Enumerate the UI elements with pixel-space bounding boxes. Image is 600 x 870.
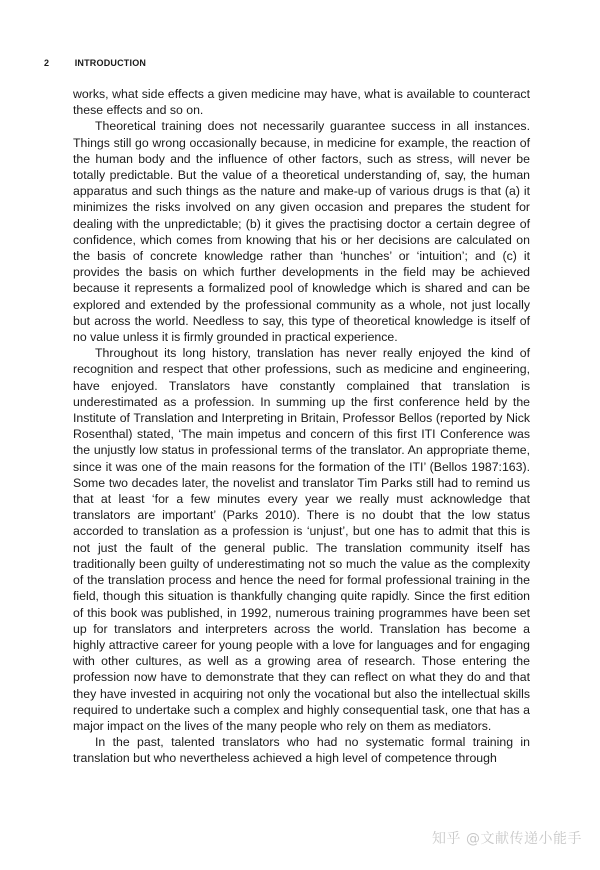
paragraph-translation-history: Throughout its long history, translation has never really enjoyed the kind of recognition and respect that other professions, such as medicine and engineering, have enjoyed. Translators have constantly complained that translation is underestimated as a profession. In summing up the first conference held by the Institute of Translation and Interpreting in Britain, Professor Bellos (reported by Nick Rosenthal) stated, ‘The main impetus and concern of this first ITI Conference was the unjustly low status in professional terms of the translator. An appropriate theme, since it was one of the main reasons for the formation of the ITI’ (Bellos 1987:163). Some two decades later, the novelist and translator Tim Parks still had to remind us that at least ‘for a few minutes every year we really must acknowledge that translators are important’ (Parks 2010). There is no doubt that the low status accorded to translation as a profession is ‘unjust’, but one has to admit that this is not just the fault of the general public. The translation community itself has traditionally been guilty of underestimating not so much the value as the complexity of the translation process and hence the need for formal professional training in the field, though this situation is thankfully changing quite rapidly. Since the first edition of this book was published, in 1992, numerous training programmes have been set up for translators and interpreters across the world. Translation has become a highly attractive career for young people with a love for languages and for engaging with other cultures, as well as a growing area of research. Those entering the profession now have to demonstrate that they can reflect on what they do and that they have invested in acquiring not only the vocational but also the intellectual skills required to undertake such a complex and highly consequential task, one that has a major impact on the lives of the many people who rely on them as mediators. (73, 346, 530, 733)
paragraph-continued: works, what side effects a given medicine may have, what is available to counteract these effects and so on. (73, 87, 530, 118)
paragraph-past-translators: In the past, talented translators who had no systematic formal training in translation but who nevertheless achieved a high level of competence through (73, 735, 530, 766)
page-number: 2 (44, 58, 50, 68)
paragraph-theoretical-training: Theoretical training does not necessarily guarantee success in all instances. Things still go wrong occasionally because, in medicine for example, the reaction of the human body and the influence of other factors, such as stress, will never be totally predictable. But the value of a theoretical understanding of, say, the human apparatus and such things as the nature and make-up of various drugs is that (a) it minimizes the risks involved on any given occasion and prepares the student for dealing with the unpredictable; (b) it gives the practising doctor a certain degree of confidence, which comes from knowing that his or her decisions are calculated on the basis of concrete knowledge rather than ‘hunches’ or ‘intuition’; and (c) it provides the basis on which further developments in the field may be achieved because it represents a formalized pool of knowledge which is shared and can be explored and extended by the professional community as a whole, not just locally but across the world. Needless to say, this type of theoretical knowledge is itself of no value unless it is firmly grounded in practical experience. (73, 119, 530, 345)
running-head (44, 58, 146, 68)
body-text (73, 86, 530, 767)
watermark: 知乎 @文献传递小能手 (432, 831, 582, 847)
section-title: INTRODUCTION (74, 58, 147, 68)
